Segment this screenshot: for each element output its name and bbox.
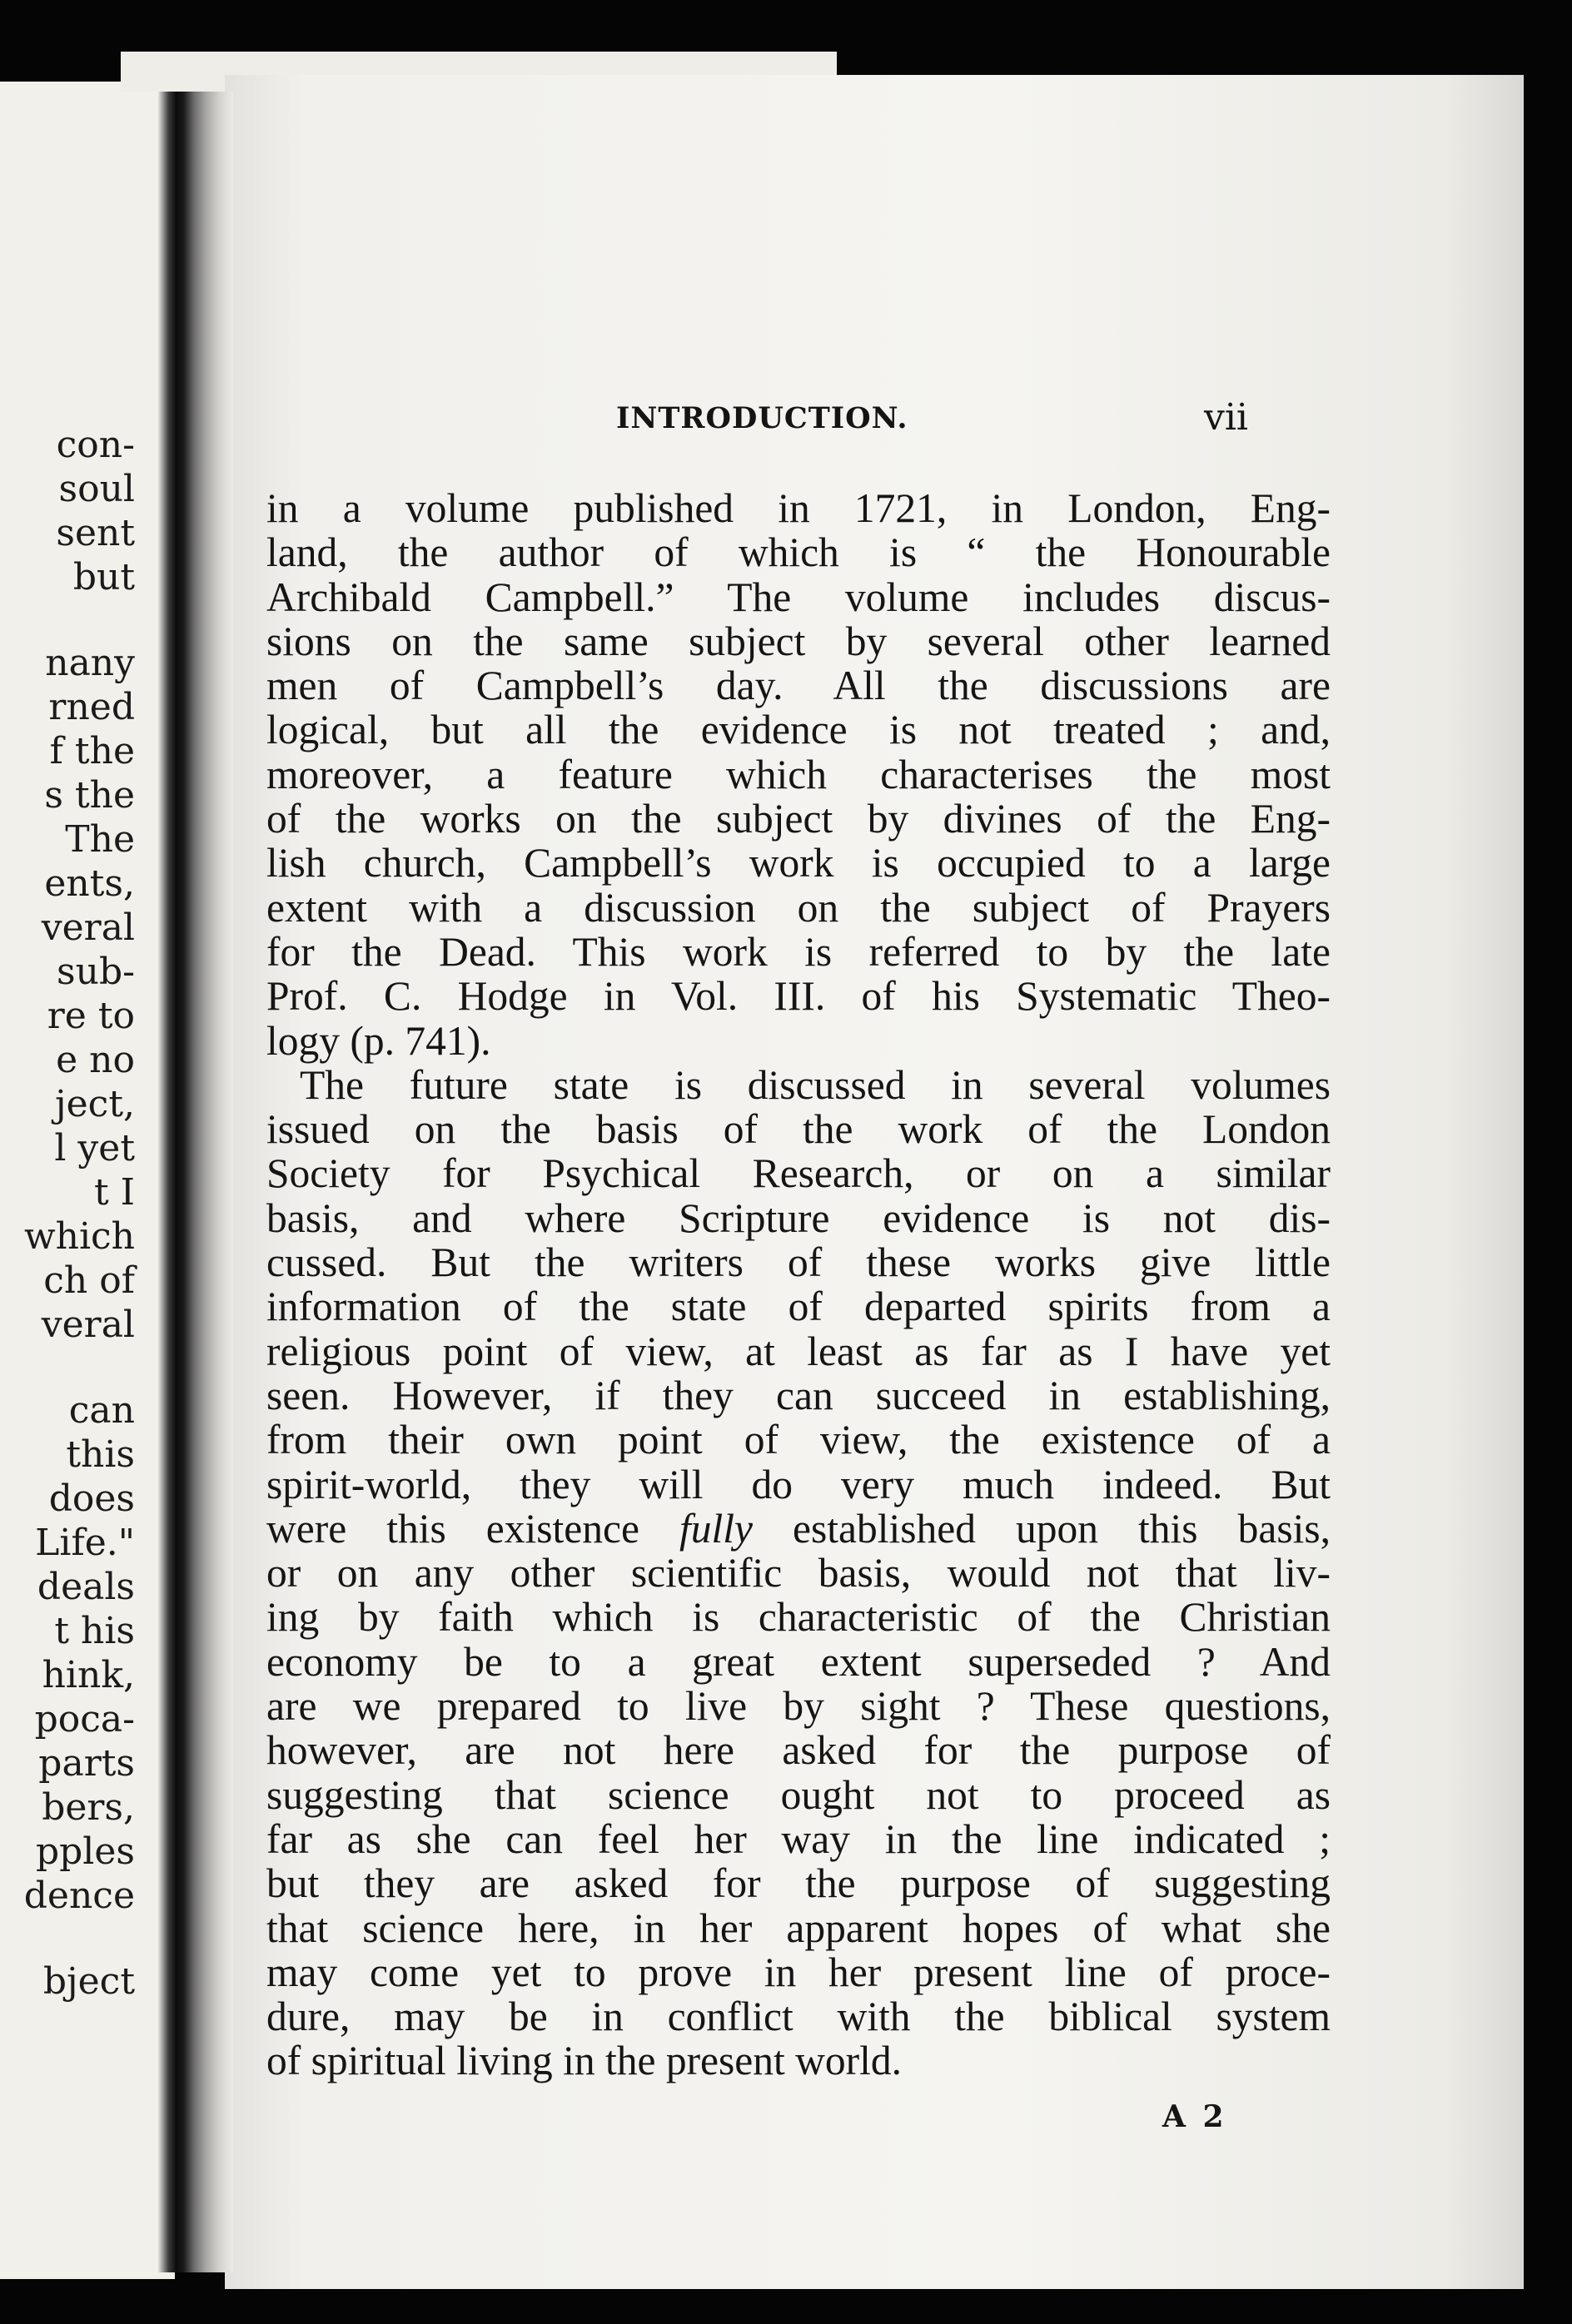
fragment-line: rned <box>48 686 135 728</box>
fragment-line: this <box>66 1433 135 1476</box>
text-line: The future state is discussed in several volumes <box>300 1061 1331 1108</box>
text-line: basis, and where Scripture evidence is not dis- <box>266 1194 1331 1241</box>
text-line: economy be to a great extent superseded ? And <box>266 1638 1331 1685</box>
fragment-line: con- <box>56 424 135 466</box>
fragment-line: re to <box>47 995 135 1037</box>
text-line: of the works on the subject by divines of the Eng- <box>266 796 1331 842</box>
fragment-line: can <box>68 1389 135 1432</box>
fragment-line: veral <box>41 1304 135 1346</box>
fragment-line: bers, <box>42 1786 135 1829</box>
text-line: logy (p. 741). <box>266 1017 491 1064</box>
text-line: lish church, Campbell’s work is occupied to a large <box>266 840 1331 886</box>
text-line: sions on the same subject by several other learned <box>266 618 1331 664</box>
fragment-line <box>0 599 135 641</box>
text-line: Prof. C. Hodge in Vol. III. of his Systematic Theo- <box>266 973 1331 1020</box>
text-line: far as she can feel her way in the line indicated ; <box>266 1815 1331 1862</box>
fragment-line: t his <box>54 1610 135 1652</box>
text-line: that science here, in her apparent hopes of what she <box>266 1904 1331 1951</box>
text-line: seen. However, if they can succeed in establishing, <box>266 1372 1331 1418</box>
fragment-line <box>0 1347 135 1388</box>
text-line: but they are asked for the purpose of suggesting <box>266 1860 1331 1907</box>
fragment-line: ject, <box>55 1083 135 1125</box>
text-line: religious point of view, at least as far as I have yet <box>266 1328 1331 1374</box>
fragment-line: Life." <box>35 1522 135 1564</box>
fragment-line <box>0 1918 135 1959</box>
fragment-line: nany <box>45 642 135 684</box>
fragment-line: veral <box>41 906 135 949</box>
fragment-line: dence <box>23 1875 135 1917</box>
page-number: vii <box>1204 396 1249 439</box>
text-line: logical, but all the evidence is not treated ; and, <box>266 707 1331 753</box>
fragment-line: ch of <box>43 1259 135 1302</box>
fragment-line: e no <box>56 1039 135 1081</box>
text-line: for the Dead. This work is referred to by the late <box>266 928 1331 975</box>
text-line: from their own point of view, the existence of a <box>266 1417 1331 1463</box>
text-line: or on any other scientific basis, would not that liv- <box>266 1550 1331 1597</box>
fragment-line: t I <box>93 1171 135 1214</box>
text-line: were this existence fully established upon this basis, <box>266 1505 1331 1552</box>
fragment-line: The <box>65 818 135 861</box>
fragment-line: l yet <box>54 1127 135 1169</box>
text-line: however, are not here asked for the purpose of <box>266 1727 1331 1774</box>
fragment-line: s the <box>44 774 135 817</box>
book-gutter-shadow <box>158 92 233 2272</box>
running-head-title: INTRODUCTION. <box>616 401 908 435</box>
fragment-line: bject <box>42 1960 135 2003</box>
emphasis: fully <box>679 1505 753 1552</box>
text-line: moreover, a feature which characterises the most <box>266 751 1331 797</box>
text-line: dure, may be in conflict with the biblical system <box>266 1994 1331 2040</box>
fragment-line: hink, <box>42 1654 135 1696</box>
fragment-line: does <box>48 1477 135 1520</box>
text-line: Archibald Campbell.” The volume includes discus- <box>266 574 1331 620</box>
fragment-line: sent <box>56 512 135 554</box>
previous-page-text-fragments <box>0 423 135 2004</box>
text-line: cussed. But the writers of these works give little <box>266 1239 1331 1286</box>
text-line: suggesting that science ought not to proceed as <box>266 1771 1331 1818</box>
text-line: issued on the basis of the work of the London <box>266 1106 1331 1153</box>
text-line: are we prepared to live by sight ? These questions, <box>266 1683 1331 1730</box>
text-line: of spiritual living in the present world. <box>266 2038 902 2084</box>
fragment-line: f the <box>49 730 135 772</box>
fragment-line: but <box>72 556 135 598</box>
book-page <box>225 75 1524 2289</box>
text-line: may come yet to prove in her present line of proce- <box>266 1949 1331 1995</box>
fragment-line: poca- <box>34 1698 135 1741</box>
fragment-line: deals <box>37 1566 135 1608</box>
body-text <box>266 486 1331 2083</box>
fragment-line: sub- <box>57 951 135 993</box>
text-line: extent with a discussion on the subject of Prayers <box>266 884 1331 931</box>
fragment-line: which <box>23 1215 135 1258</box>
text-line: information of the state of departed spirits from a <box>266 1284 1331 1330</box>
text-line: spirit-world, they will do very much indeed. But <box>266 1461 1331 1507</box>
fragment-line: soul <box>58 468 135 510</box>
fragment-line: parts <box>38 1742 135 1785</box>
text-line: ing by faith which is characteristic of the Christian <box>266 1594 1331 1641</box>
running-head <box>225 396 1482 446</box>
text-line: men of Campbell’s day. All the discussions are <box>266 663 1331 709</box>
text-line: in a volume published in 1721, in London, Eng- <box>266 485 1331 531</box>
text-line: land, the author of which is “ the Honourable <box>266 529 1331 576</box>
text-line: Society for Psychical Research, or on a similar <box>266 1150 1331 1197</box>
fragment-line: pples <box>35 1830 135 1873</box>
signature-mark: A 2 <box>1162 2099 1227 2134</box>
previous-page-fragment <box>0 82 175 2279</box>
fragment-line: ents, <box>44 862 135 905</box>
